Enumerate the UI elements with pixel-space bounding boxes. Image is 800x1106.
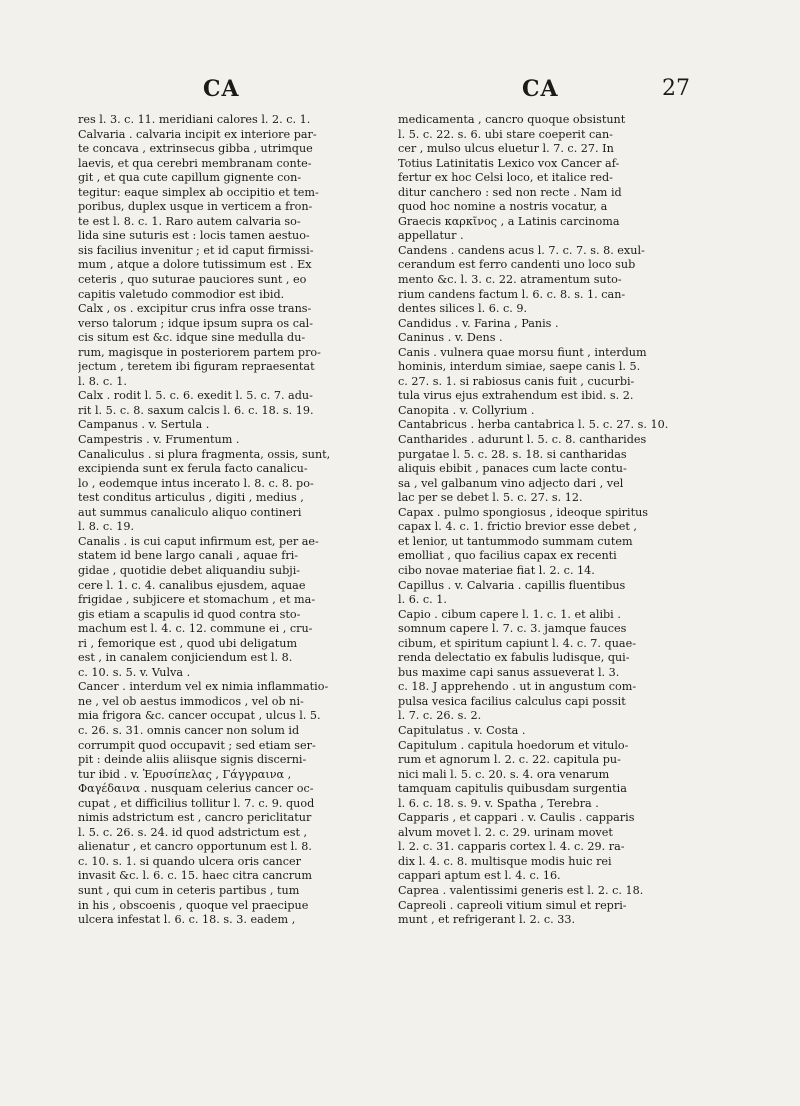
text-line: ne , vel ob aestus immodicos , vel ob ni- [78, 694, 304, 708]
text-line: pit : deinde aliis aliisque signis discerni- [78, 753, 307, 767]
text-line: capitis valetudo commodior est ibid. [78, 287, 285, 301]
text-line: l. 8. c. 1. [78, 374, 127, 388]
text-line: et lenior, ut tantummodo summam cutem [398, 534, 633, 548]
text-line: Calx . rodit l. 5. c. 6. exedit l. 5. c. 7. adu- [78, 389, 313, 403]
text-line: Calx , os . excipitur crus infra osse trans- [78, 302, 312, 316]
text-line: mum , atque a dolore tutissimum est . Ex [78, 258, 312, 272]
text-line: sa , vel galbanum vino adjecto dari , vel [398, 476, 624, 490]
text-line: l. 5. c. 26. s. 24. id quod adstrictum est , [78, 825, 308, 839]
text-line: l. 6. c. 1. [398, 593, 447, 607]
text-line: c. 10. s. 1. si quando ulcera oris cancer [78, 854, 301, 868]
text-line: Capax . pulmo spongiosus , ideoque spiritus [398, 505, 649, 519]
text-line: quod hoc nomine a nostris vocatur, a [398, 200, 608, 214]
text-line: Canopita . v. Collyrium . [398, 403, 535, 417]
text-line: Campanus . v. Sertula . [78, 418, 210, 432]
text-line: est , in canalem conjiciendum est l. 8. [78, 651, 293, 665]
right-column [398, 113, 716, 928]
text-line: alienatur , et cancro opportunum est l. 8. [78, 840, 312, 854]
text-line: Caprea . valentissimi generis est l. 2. c. 18. [398, 883, 644, 897]
text-line: gidae , quotidie debet aliquandiu subji- [78, 563, 301, 577]
text-line: poribus, duplex usque in verticem a fron- [78, 200, 313, 214]
text-line: cis situm est &c. idque sine medulla du- [78, 331, 306, 345]
text-line: hominis, interdum simiae, saepe canis l. 5. [398, 360, 641, 374]
text-line: ceteris , quo suturae pauciores sunt , eo [78, 273, 307, 287]
text-line: Capitulatus . v. Costa . [398, 723, 526, 737]
page-number: 27 [662, 76, 690, 101]
text-line: test conditus articulus , digiti , medius , [78, 491, 304, 505]
text-line: te est l. 8. c. 1. Raro autem calvaria so- [78, 214, 301, 228]
text-line: cerandum est ferro candenti uno loco sub [398, 258, 636, 272]
text-line: Capio . cibum capere l. 1. c. 1. et alibi . [398, 607, 621, 621]
running-head-right: CA [522, 76, 559, 102]
text-line: nici mali l. 5. c. 20. s. 4. ora venarum [398, 767, 610, 781]
text-line: capax l. 4. c. 1. frictio brevior esse debet , [398, 520, 637, 534]
text-line: mento &c. l. 3. c. 22. atramentum suto- [398, 273, 622, 287]
text-line: fertur ex hoc Celsi loco, et italice red- [398, 171, 613, 185]
text-line: alvum movet l. 2. c. 29. urinam movet [398, 825, 613, 839]
text-line: Cantharides . adurunt l. 5. c. 8. cantharides [398, 433, 647, 447]
text-line: dix l. 4. c. 8. multisque modis huic rei [398, 854, 612, 868]
text-line: Capparis , et cappari . v. Caulis . capparis [398, 811, 635, 825]
text-line: statem id bene largo canali , aquae fri- [78, 549, 299, 563]
text-line: Capreoli . capreoli vitium simul et repri- [398, 898, 627, 912]
text-line: cupat , et difficilius tollitur l. 7. c. 9. quod [78, 796, 315, 810]
text-line: lac per se debet l. 5. c. 27. s. 12. [398, 491, 583, 505]
text-line: ulcera infestat l. 6. c. 18. s. 3. eadem , [78, 913, 296, 927]
text-line: Cancer . interdum vel ex nimia inflammatio- [78, 680, 329, 694]
text-line: pulsa vesica facilius calculus capi possit [398, 694, 626, 708]
text-line: frigidae , subjicere et stomachum , et ma- [78, 593, 316, 607]
text-line: rium candens factum l. 6. c. 8. s. 1. can- [398, 287, 626, 301]
text-line: cere l. 1. c. 4. canalibus ejusdem, aquae [78, 578, 306, 592]
text-line: Campestris . v. Frumentum . [78, 433, 240, 447]
text-line: res l. 3. c. 11. meridiani calores l. 2. c. 1. [78, 113, 311, 126]
left-column [78, 113, 378, 928]
text-line: corrumpit quod occupavit ; sed etiam ser- [78, 738, 316, 752]
running-head-left: CA [203, 76, 240, 102]
text-line: Capillus . v. Calvaria . capillis fluentibus [398, 578, 626, 592]
text-line: verso talorum ; idque ipsum supra os cal- [78, 316, 313, 330]
text-line: c. 27. s. 1. si rabiosus canis fuit , cucurbi- [398, 374, 635, 388]
text-line: Canalis . is cui caput infirmum est, per ae- [78, 534, 319, 548]
text-line: gis etiam a scapulis id quod contra sto- [78, 607, 301, 621]
text-line: tur ibid . v. Ἐρυσίπελας , Γάγγραινα , [78, 767, 292, 781]
text-line: munt , et refrigerant l. 2. c. 33. [398, 913, 576, 927]
text-line: cibo novae materiae fiat l. 2. c. 14. [398, 563, 595, 577]
text-line: bus maxime capi sanus assueverat l. 3. [398, 665, 620, 679]
text-line: cer , mulso ulcus eluetur l. 7. c. 27. In [398, 142, 614, 156]
text-line: ditur canchero : sed non recte . Nam id [398, 185, 622, 199]
text-line: somnum capere l. 7. c. 3. jamque fauces [398, 622, 627, 636]
text-line: Cantabricus . herba cantabrica l. 5. c. 27. s. 10. [398, 418, 669, 432]
text-line: l. 6. c. 18. s. 9. v. Spatha , Terebra . [398, 796, 599, 810]
text-line: sis facilius invenitur ; et id caput firmissi- [78, 243, 314, 257]
text-line: aut summus canaliculo aliquo contineri [78, 505, 302, 519]
text-line: lida sine suturis est : locis tamen aestuo- [78, 229, 310, 243]
text-line: rum, magisque in posteriorem partem pro- [78, 345, 321, 359]
text-line: dentes silices l. 6. c. 9. [398, 302, 528, 316]
text-line: Capitulum . capitula hoedorum et vitulo- [398, 738, 629, 752]
text-line: rum et agnorum l. 2. c. 22. capitula pu- [398, 753, 621, 767]
text-line: mia frigora &c. cancer occupat , ulcus l. 5. [78, 709, 321, 723]
text-line: emolliat , quo facilius capax ex recenti [398, 549, 617, 563]
text-line: l. 2. c. 31. capparis cortex l. 4. c. 29. ra- [398, 840, 625, 854]
text-line: Caninus . v. Dens . [398, 331, 503, 345]
text-line: l. 5. c. 22. s. 6. ubi stare coeperit can- [398, 127, 613, 141]
text-line: tula virus ejus extrahendum est ibid. s. 2. [398, 389, 634, 403]
text-line: invasit &c. l. 6. c. 15. haec citra cancrum [78, 869, 312, 883]
text-line: sunt , qui cum in ceteris partibus , tum [78, 883, 300, 897]
text-line: lo , eodemque intus incerato l. 8. c. 8. po- [78, 476, 314, 490]
text-line: rit l. 5. c. 8. saxum calcis l. 6. c. 18. s. 19. [78, 403, 314, 417]
text-line: laevis, et qua cerebri membranam conte- [78, 156, 312, 170]
text-line: excipienda sunt ex ferula facto canalicu- [78, 462, 308, 476]
text-line: c. 10. s. 5. v. Vulva . [78, 665, 191, 679]
text-line: purgatae l. 5. c. 28. s. 18. si cantharidas [398, 447, 627, 461]
text-line: cibum, et spiritum capiunt l. 4. c. 7. quae- [398, 636, 636, 650]
text-line: tegitur: eaque simplex ab occipitio et tem- [78, 185, 319, 199]
text-line: Graecis καρκῖνος , a Latinis carcinoma [398, 214, 620, 228]
text-line: aliquis ebibit , panaces cum lacte contu- [398, 462, 627, 476]
text-line: c. 26. s. 31. omnis cancer non solum id [78, 723, 300, 737]
text-line: tamquam capitulis quibusdam surgentia [398, 782, 627, 796]
text-line: Canis . vulnera quae morsu fiunt , interdum [398, 345, 647, 359]
text-line: Candens . candens acus l. 7. c. 7. s. 8. exul- [398, 243, 645, 257]
text-line: jectum , teretem ibi figuram repraesentat [78, 360, 315, 374]
text-line: Totius Latinitatis Lexico vox Cancer af- [398, 156, 620, 170]
text-line: Calvaria . calvaria incipit ex interiore par- [78, 127, 317, 141]
text-line: renda delectatio ex fabulis ludisque, qui- [398, 651, 630, 665]
text-line: git , et qua cute capillum gignente con- [78, 171, 302, 185]
text-line: Canaliculus . si plura fragmenta, ossis, sunt, [78, 447, 331, 461]
text-line: nimis adstrictum est , cancro periclitatur [78, 811, 312, 825]
text-line: machum est l. 4. c. 12. commune ei , cru- [78, 622, 313, 636]
text-line: in his , obscoenis , quoque vel praecipue [78, 898, 309, 912]
text-line: l. 8. c. 19. [78, 520, 135, 534]
text-line: te concava , extrinsecus gibba , utrimque [78, 142, 313, 156]
text-line: cappari aptum est l. 4. c. 16. [398, 869, 561, 883]
text-line: l. 7. c. 26. s. 2. [398, 709, 482, 723]
text-line: Candidus . v. Farina , Panis . [398, 316, 559, 330]
text-line: medicamenta , cancro quoque obsistunt [398, 113, 626, 126]
text-line: Φαγέδαινα . nusquam celerius cancer oc- [78, 782, 314, 796]
text-line: ri , femorique est , quod ubi deligatum [78, 636, 298, 650]
text-line: c. 18. J apprehendo . ut in angustum com- [398, 680, 637, 694]
text-line: appellatur . [398, 229, 464, 243]
